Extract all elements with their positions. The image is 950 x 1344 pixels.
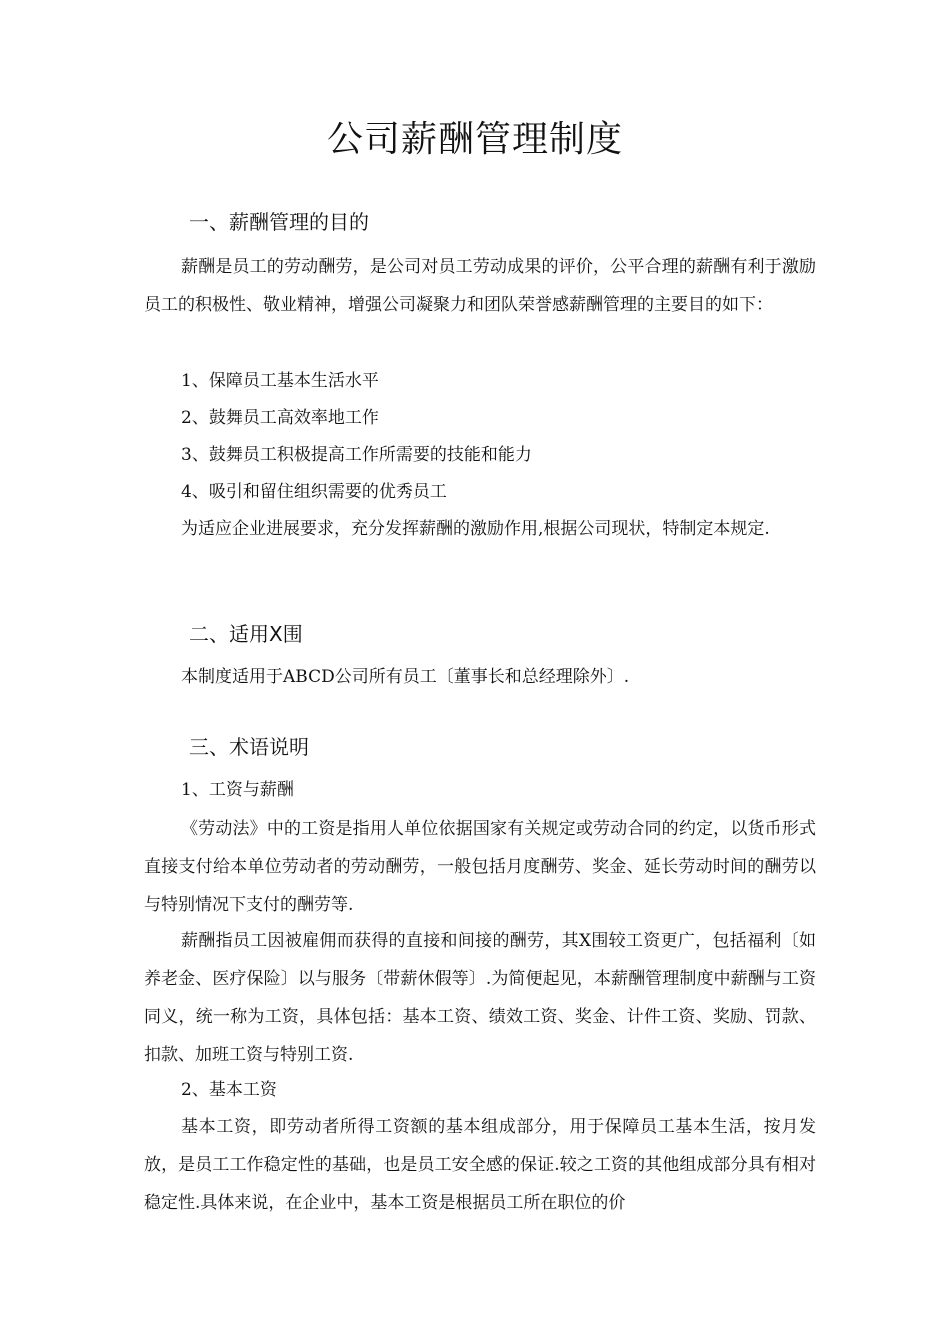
purpose-list-item-2: 2、鼓舞员工高效率地工作 xyxy=(181,408,379,428)
purpose-list-item-3: 3、鼓舞员工积极提高工作所需要的技能和能力 xyxy=(181,445,532,465)
document-title: 公司薪酬管理制度 xyxy=(326,119,623,160)
section-heading-purpose: 一、薪酬管理的目的 xyxy=(189,210,369,234)
terms-paragraph-compensation: 薪酬指员工因被雇佣而获得的直接和间接的酬劳，其X围较工资更广，包括福利〔如养老金、医疗保险〕以与服务〔带薪休假等〕.为简便起见，本薪酬管理制度中薪酬与工资同义，统一称为工资，具体包括：基本工资、绩效工资、奖金、计件工资、奖励、罚款、扣款、加班工资与特别工资. xyxy=(144,931,816,1065)
purpose-list-item-1: 1、保障员工基本生活水平 xyxy=(181,371,379,391)
section-heading-terms: 三、术语说明 xyxy=(189,735,309,759)
section-heading-scope: 二、适用X围 xyxy=(189,622,303,646)
purpose-closing-paragraph: 为适应企业进展要求，充分发挥薪酬的激励作用,根据公司现状，特制定本规定. xyxy=(181,519,770,539)
scope-paragraph: 本制度适用于ABCD公司所有员工〔董事长和总经理除外〕. xyxy=(181,667,630,687)
purpose-list-item-4: 4、吸引和留住组织需要的优秀员工 xyxy=(181,482,447,502)
terms-paragraph-labor-law: 《劳动法》中的工资是指用人单位依据国家有关规定或劳动合同的约定，以货币形式直接支付给本单位劳动者的劳动酬劳，一般包括月度酬劳、奖金、延长劳动时间的酬劳以与特别情况下支付的酬劳等. xyxy=(144,819,816,915)
purpose-intro-paragraph: 薪酬是员工的劳动酬劳，是公司对员工劳动成果的评价，公平合理的薪酬有利于激励员工的积极性、敬业精神，增强公司凝聚力和团队荣誉感薪酬管理的主要目的如下： xyxy=(144,257,816,315)
terms-subheading-base-wage: 2、基本工资 xyxy=(181,1080,277,1100)
terms-paragraph-base-wage: 基本工资，即劳动者所得工资额的基本组成部分，用于保障员工基本生活，按月发放，是员工工作稳定性的基础，也是员工安全感的保证.较之工资的其他组成部分具有相对稳定性.具体来说，在企业中，基本工资是根据员工所在职位的价 xyxy=(144,1117,816,1213)
terms-subheading-wages: 1、工资与薪酬 xyxy=(181,780,294,800)
